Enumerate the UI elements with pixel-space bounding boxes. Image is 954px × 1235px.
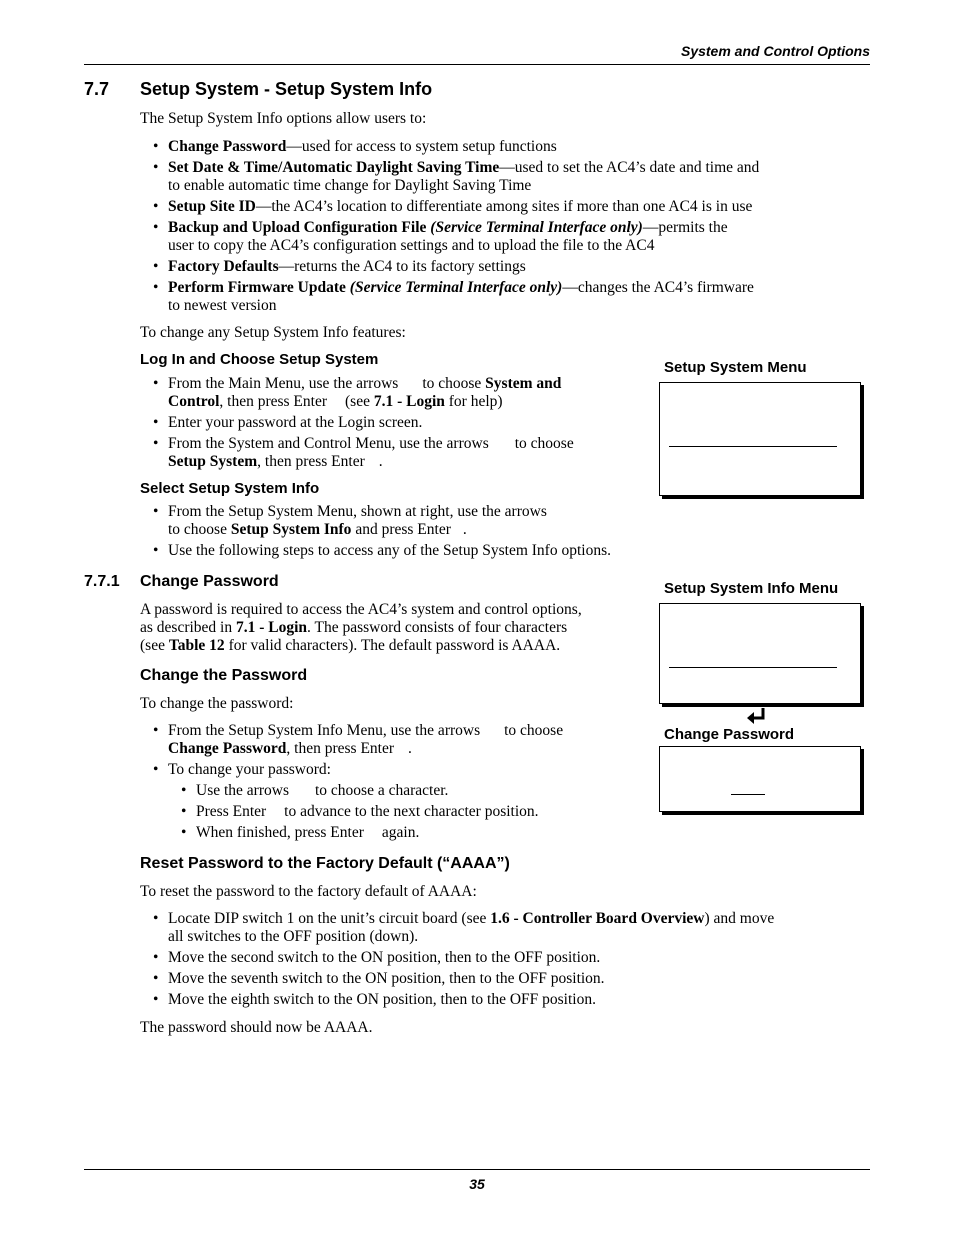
- step-bold: Control: [168, 393, 220, 410]
- login-step-3: • From the System and Control Menu, use the arrows to choose Setup System, then press Enter .: [153, 435, 574, 470]
- option-item: • Set Date & Time/Automatic Daylight Saving Time—used to set the AC4’s date and time and to enable automatic time change for Daylight Saving Time: [153, 159, 760, 194]
- change-pw-step-2: • To change your password:: [153, 761, 331, 778]
- option-bold: Perform Firmware Update: [168, 279, 350, 296]
- option-item: • Perform Firmware Update (Service Terminal Interface only)—changes the AC4’s firmware to newest version: [153, 279, 754, 314]
- step-bold: Setup System: [168, 453, 258, 470]
- menu-highlight-line: [669, 667, 837, 668]
- step-text: .: [408, 740, 412, 757]
- section-title: Setup System - Setup System Info: [140, 79, 433, 99]
- option-item: • Backup and Upload Configuration File (Service Terminal Interface only)—permits the user to copy the AC4’s configuration settings and to upload the file to the AC4: [153, 219, 728, 254]
- reset-intro: To reset the password to the factory default of AAAA:: [140, 883, 477, 900]
- reset-step-3: • Move the seventh switch to the ON position, then to the OFF position.: [153, 970, 605, 987]
- change-pw-caption: Change Password: [664, 726, 795, 743]
- login-ref-link[interactable]: 7.1 - Login: [235, 619, 308, 636]
- change-pw-substep-1: • Use the arrows to choose a character.: [181, 782, 449, 799]
- step-text: To change your password:: [168, 761, 331, 778]
- step-bold: System and: [485, 375, 562, 392]
- change-pw-intro: To change the password:: [140, 695, 294, 712]
- option-bold: Set Date & Time/Automatic Daylight Saving Time: [168, 159, 500, 176]
- option-item: • Change Password—used for access to system setup functions: [153, 138, 557, 155]
- step-text: Enter your password at the Login screen.: [168, 414, 423, 431]
- info-menu-caption: Setup System Info Menu: [664, 580, 839, 597]
- step-text: all switches to the OFF position (down).: [168, 928, 419, 945]
- page-number: 35: [469, 1176, 485, 1192]
- option-text: —the AC4’s location to differentiate among sites if more than one AC4 is in use: [255, 198, 753, 215]
- table-ref-link[interactable]: Table 12: [168, 637, 225, 654]
- step-text: Press Enter: [196, 803, 267, 820]
- para-text: A password is required to access the AC4’s system and control options,: [140, 601, 582, 618]
- step-text: Move the eighth switch to the ON position, then to the OFF position.: [168, 991, 596, 1008]
- change-pw-screen: [659, 746, 861, 812]
- step-text: Use the arrows: [196, 782, 289, 799]
- step-text: Use the following steps to access any of the Setup System Info options.: [168, 542, 611, 559]
- menu-highlight-line: [669, 446, 837, 447]
- change-pw-substep-3: • When finished, press Enter again.: [181, 824, 420, 841]
- change-any-paragraph: To change any Setup System Info features:: [140, 324, 406, 341]
- board-ref-link[interactable]: 1.6 - Controller Board Overview: [490, 910, 705, 927]
- step-text: Locate DIP switch 1 on the unit’s circuit board (see: [168, 910, 487, 927]
- password-paragraph: [140, 601, 650, 655]
- setup-menu-caption: Setup System Menu: [664, 359, 807, 376]
- option-bold: Setup Site ID: [168, 198, 256, 215]
- para-text: for valid characters). The default password is AAAA.: [228, 637, 561, 654]
- subsection-title: Change Password: [140, 573, 279, 590]
- step-text: (see: [345, 393, 370, 410]
- select-step-2: • Use the following steps to access any of the Setup System Info options.: [153, 542, 611, 559]
- reset-step-4: • Move the eighth switch to the ON position, then to the OFF position.: [153, 991, 596, 1008]
- step-text: , then press Enter: [219, 393, 327, 410]
- step-text: to choose a character.: [314, 782, 449, 799]
- option-text: —changes the AC4’s firmware: [562, 279, 754, 296]
- step-text: Move the seventh switch to the ON position, then to the OFF position.: [168, 970, 605, 987]
- setup-menu-screen: [659, 382, 861, 496]
- step-text: to choose: [514, 435, 574, 452]
- step-bold: Change Password: [168, 740, 287, 757]
- option-text: —returns the AC4 to its factory settings: [278, 258, 526, 275]
- step-text: From the Setup System Info Menu, use the arrows: [168, 722, 481, 739]
- section-number: 7.7: [84, 79, 110, 99]
- intro-paragraph: The Setup System Info options allow users to:: [140, 110, 427, 127]
- footer-rule: [84, 1169, 870, 1170]
- subsection-number: 7.7.1: [84, 573, 120, 590]
- step-text: and press Enter: [355, 521, 451, 538]
- step-text: ) and move: [704, 910, 775, 927]
- step-text: to choose: [168, 521, 227, 538]
- option-item: • Setup Site ID—the AC4’s location to differentiate among sites if more than one AC4 is in use: [153, 198, 753, 215]
- reset-step-2: • Move the second switch to the ON position, then to the OFF position.: [153, 949, 601, 966]
- step-text: for help): [448, 393, 503, 410]
- running-header: System and Control Options: [680, 43, 870, 59]
- password-cursor-line: [731, 794, 765, 795]
- step-text: From the Setup System Menu, shown at right, use the arrows: [168, 503, 547, 520]
- option-text-line2: to newest version: [168, 297, 277, 314]
- step-text: .: [378, 453, 383, 470]
- enter-return-icon: [746, 706, 768, 726]
- change-pw-heading: Change the Password: [140, 667, 308, 684]
- info-menu-screen: [659, 603, 861, 704]
- step-text: to choose: [504, 722, 564, 739]
- option-text-line2: user to copy the AC4’s configuration settings and to upload the file to the AC4: [168, 237, 655, 254]
- select-step-1: • From the Setup System Menu, shown at right, use the arrows to choose Setup System Info and press Enter .: [153, 503, 547, 538]
- login-step-1: • From the Main Menu, use the arrows to choose System and Control, then press Enter (see 7.1 - Login for help): [153, 375, 562, 410]
- step-text: From the Main Menu, use the arrows: [168, 375, 399, 392]
- option-text: —used for access to system setup functions: [286, 138, 557, 155]
- option-italic: (Service Terminal Interface only): [430, 219, 643, 236]
- option-text: —used to set the AC4’s date and time and: [499, 159, 760, 176]
- para-text: . The password consists of four characters: [307, 619, 568, 636]
- select-heading: Select Setup System Info: [140, 480, 320, 497]
- step-text: , then press Enter: [286, 740, 395, 757]
- step-text: From the System and Control Menu, use the arrows: [168, 435, 489, 452]
- option-bold: Change Password: [168, 138, 287, 155]
- reset-heading: Reset Password to the Factory Default (“AAAA”): [140, 855, 510, 872]
- option-italic: (Service Terminal Interface only): [349, 279, 563, 296]
- login-step-2: • Enter your password at the Login screen.: [153, 414, 423, 431]
- reset-step-1: • Locate DIP switch 1 on the unit’s circuit board (see 1.6 - Controller Board Overview) and move all switches to the OFF position (down).: [153, 910, 775, 945]
- header-rule: [84, 64, 870, 65]
- step-text: to advance to the next character position.: [284, 803, 539, 820]
- para-text: (see: [140, 637, 165, 654]
- step-text: again.: [381, 824, 420, 841]
- step-text: .: [462, 521, 467, 538]
- para-text: as described in: [140, 619, 233, 636]
- option-item: • Factory Defaults—returns the AC4 to its factory settings: [153, 258, 526, 275]
- login-heading: Log In and Choose Setup System: [140, 351, 379, 368]
- option-bold: Backup and Upload Configuration File: [168, 219, 431, 236]
- step-text: When finished, press Enter: [196, 824, 364, 841]
- option-bold: Factory Defaults: [168, 258, 279, 275]
- step-bold: Setup System Info: [230, 521, 352, 538]
- step-text: Move the second switch to the ON position, then to the OFF position.: [168, 949, 601, 966]
- step-text: to choose: [422, 375, 482, 392]
- change-pw-substep-2: • Press Enter to advance to the next character position.: [181, 803, 539, 820]
- change-pw-step-1: • From the Setup System Info Menu, use the arrows to choose Change Password, then press Enter .: [153, 722, 564, 757]
- option-text-line2: to enable automatic time change for Daylight Saving Time: [168, 177, 532, 194]
- closing-paragraph: The password should now be AAAA.: [140, 1019, 373, 1036]
- option-text: —permits the: [642, 219, 728, 236]
- login-ref-link[interactable]: 7.1 - Login: [373, 393, 445, 410]
- step-text: , then press Enter: [257, 453, 365, 470]
